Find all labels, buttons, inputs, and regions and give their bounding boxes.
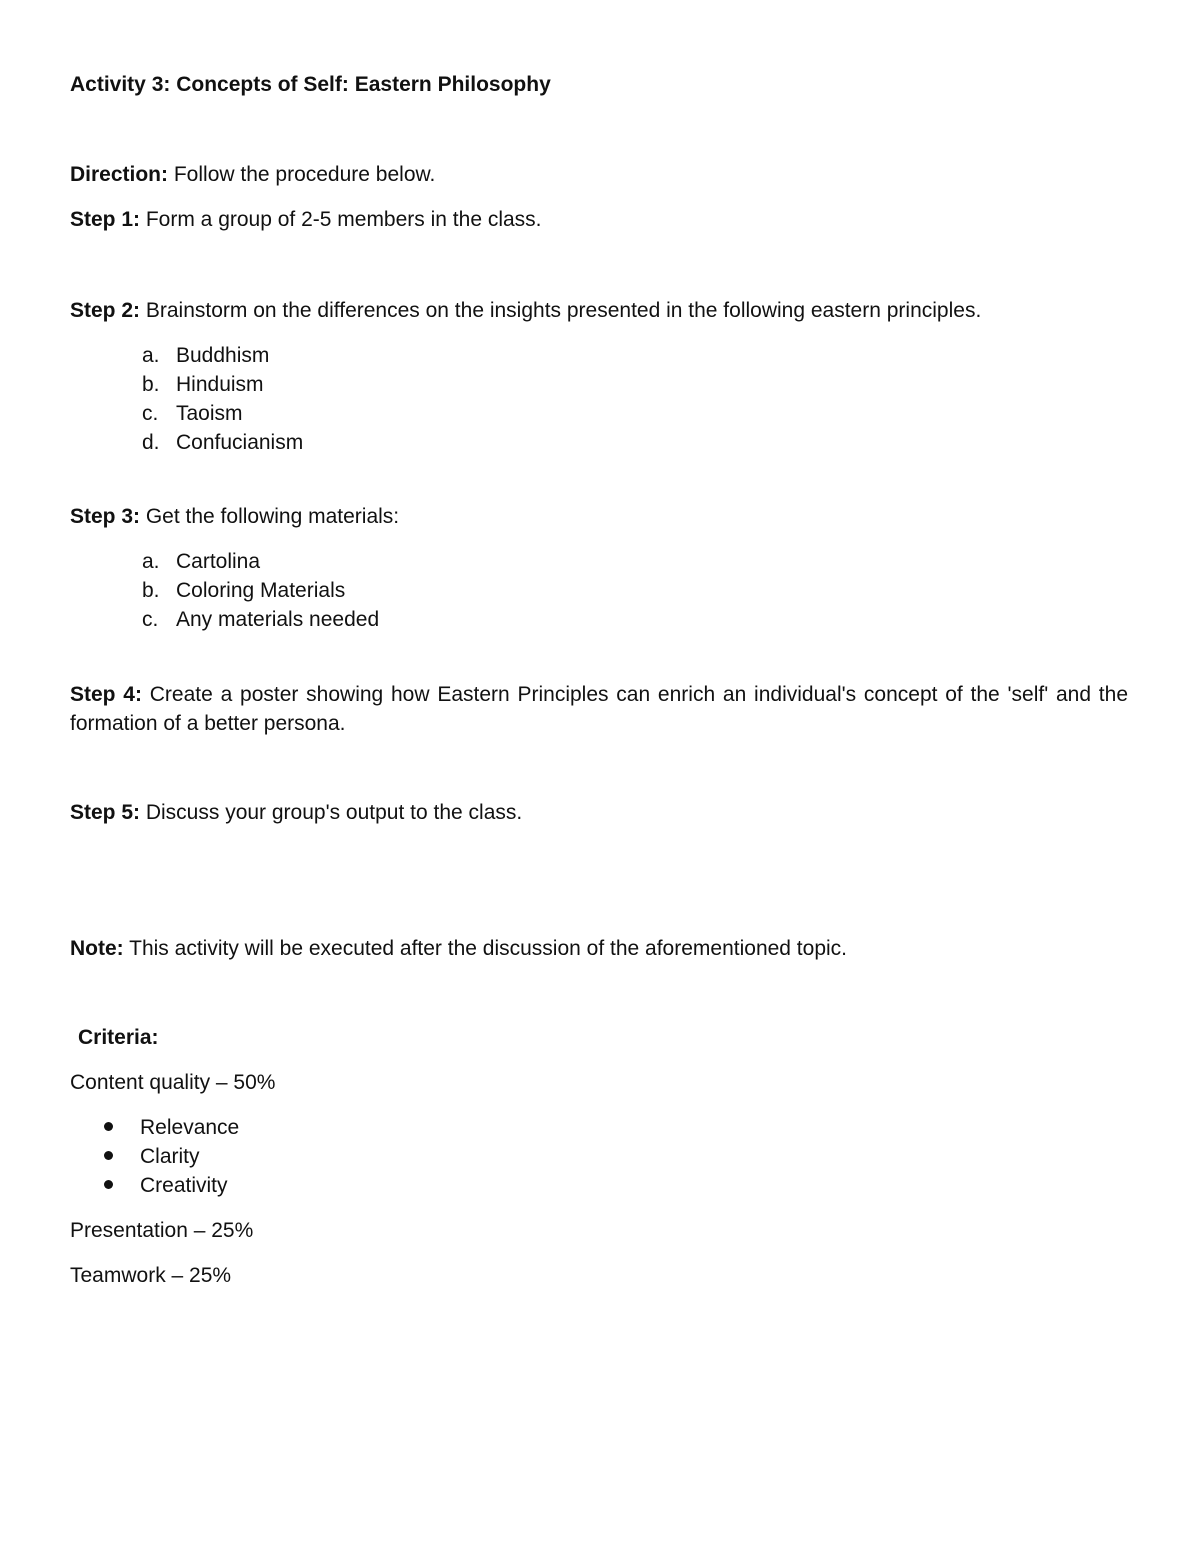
list-marker: b. bbox=[142, 579, 160, 602]
bullet-text: Relevance bbox=[140, 1116, 240, 1139]
step-2-text: Brainstorm on the differences on the insights presented in the following eastern principles. bbox=[140, 299, 982, 322]
criteria-presentation: Presentation – 25% bbox=[70, 1219, 254, 1242]
note bbox=[70, 934, 1128, 963]
direction-line bbox=[70, 160, 1128, 189]
step-1-text: Form a group of 2-5 members in the class. bbox=[140, 208, 542, 231]
list-marker: c. bbox=[142, 402, 159, 425]
list-marker: a. bbox=[142, 344, 160, 367]
bullet-item bbox=[104, 1142, 1004, 1171]
step-1 bbox=[70, 205, 1128, 234]
bullet-text: Clarity bbox=[140, 1145, 200, 1168]
step-3-text: Get the following materials: bbox=[140, 505, 400, 528]
bullet-item bbox=[104, 1171, 1004, 1200]
list-marker: b. bbox=[142, 373, 160, 396]
list-item-text: Any materials needed bbox=[176, 608, 380, 631]
direction-label: Direction: bbox=[70, 163, 169, 186]
page-title: Activity 3: Concepts of Self: Eastern Philosophy bbox=[70, 73, 551, 96]
bullet-text: Creativity bbox=[140, 1174, 228, 1197]
list-item bbox=[142, 370, 1042, 399]
list-item bbox=[142, 547, 1042, 576]
criteria-heading: Criteria: bbox=[78, 1026, 159, 1049]
list-marker: a. bbox=[142, 550, 160, 573]
list-item-text: Coloring Materials bbox=[176, 579, 346, 602]
bullet-icon bbox=[104, 1122, 113, 1131]
step-1-label: Step 1: bbox=[70, 208, 141, 231]
step-3 bbox=[70, 502, 1128, 531]
step-2-label: Step 2: bbox=[70, 299, 141, 322]
step-5 bbox=[70, 798, 1128, 827]
criteria-content-quality: Content quality – 50% bbox=[70, 1071, 276, 1094]
note-text: This activity will be executed after the discussion of the aforementioned topic. bbox=[123, 937, 848, 960]
step-4-text: Create a poster showing how Eastern Principles can enrich an individual's concept of the 'self' and the formation of a better persona. bbox=[70, 683, 1129, 735]
list-item bbox=[142, 576, 1042, 605]
step-5-text: Discuss your group's output to the class. bbox=[140, 801, 523, 824]
list-item bbox=[142, 341, 1042, 370]
step-5-label: Step 5: bbox=[70, 801, 141, 824]
list-item bbox=[142, 399, 1042, 428]
note-label: Note: bbox=[70, 937, 124, 960]
step-2 bbox=[70, 296, 1128, 325]
list-item bbox=[142, 428, 1042, 457]
step-4 bbox=[70, 680, 1128, 738]
bullet-item bbox=[104, 1113, 1004, 1142]
bullet-icon bbox=[104, 1151, 113, 1160]
list-item-text: Taoism bbox=[176, 402, 243, 425]
list-item bbox=[142, 605, 1042, 634]
criteria-teamwork: Teamwork – 25% bbox=[70, 1264, 232, 1287]
list-item-text: Cartolina bbox=[176, 550, 261, 573]
step-3-label: Step 3: bbox=[70, 505, 141, 528]
list-item-text: Hinduism bbox=[176, 373, 264, 396]
list-marker: c. bbox=[142, 608, 159, 631]
list-marker: d. bbox=[142, 431, 160, 454]
list-item-text: Buddhism bbox=[176, 344, 270, 367]
list-item-text: Confucianism bbox=[176, 431, 304, 454]
direction-text: Follow the procedure below. bbox=[168, 163, 436, 186]
step-4-label: Step 4: bbox=[70, 683, 142, 706]
bullet-icon bbox=[104, 1180, 113, 1189]
